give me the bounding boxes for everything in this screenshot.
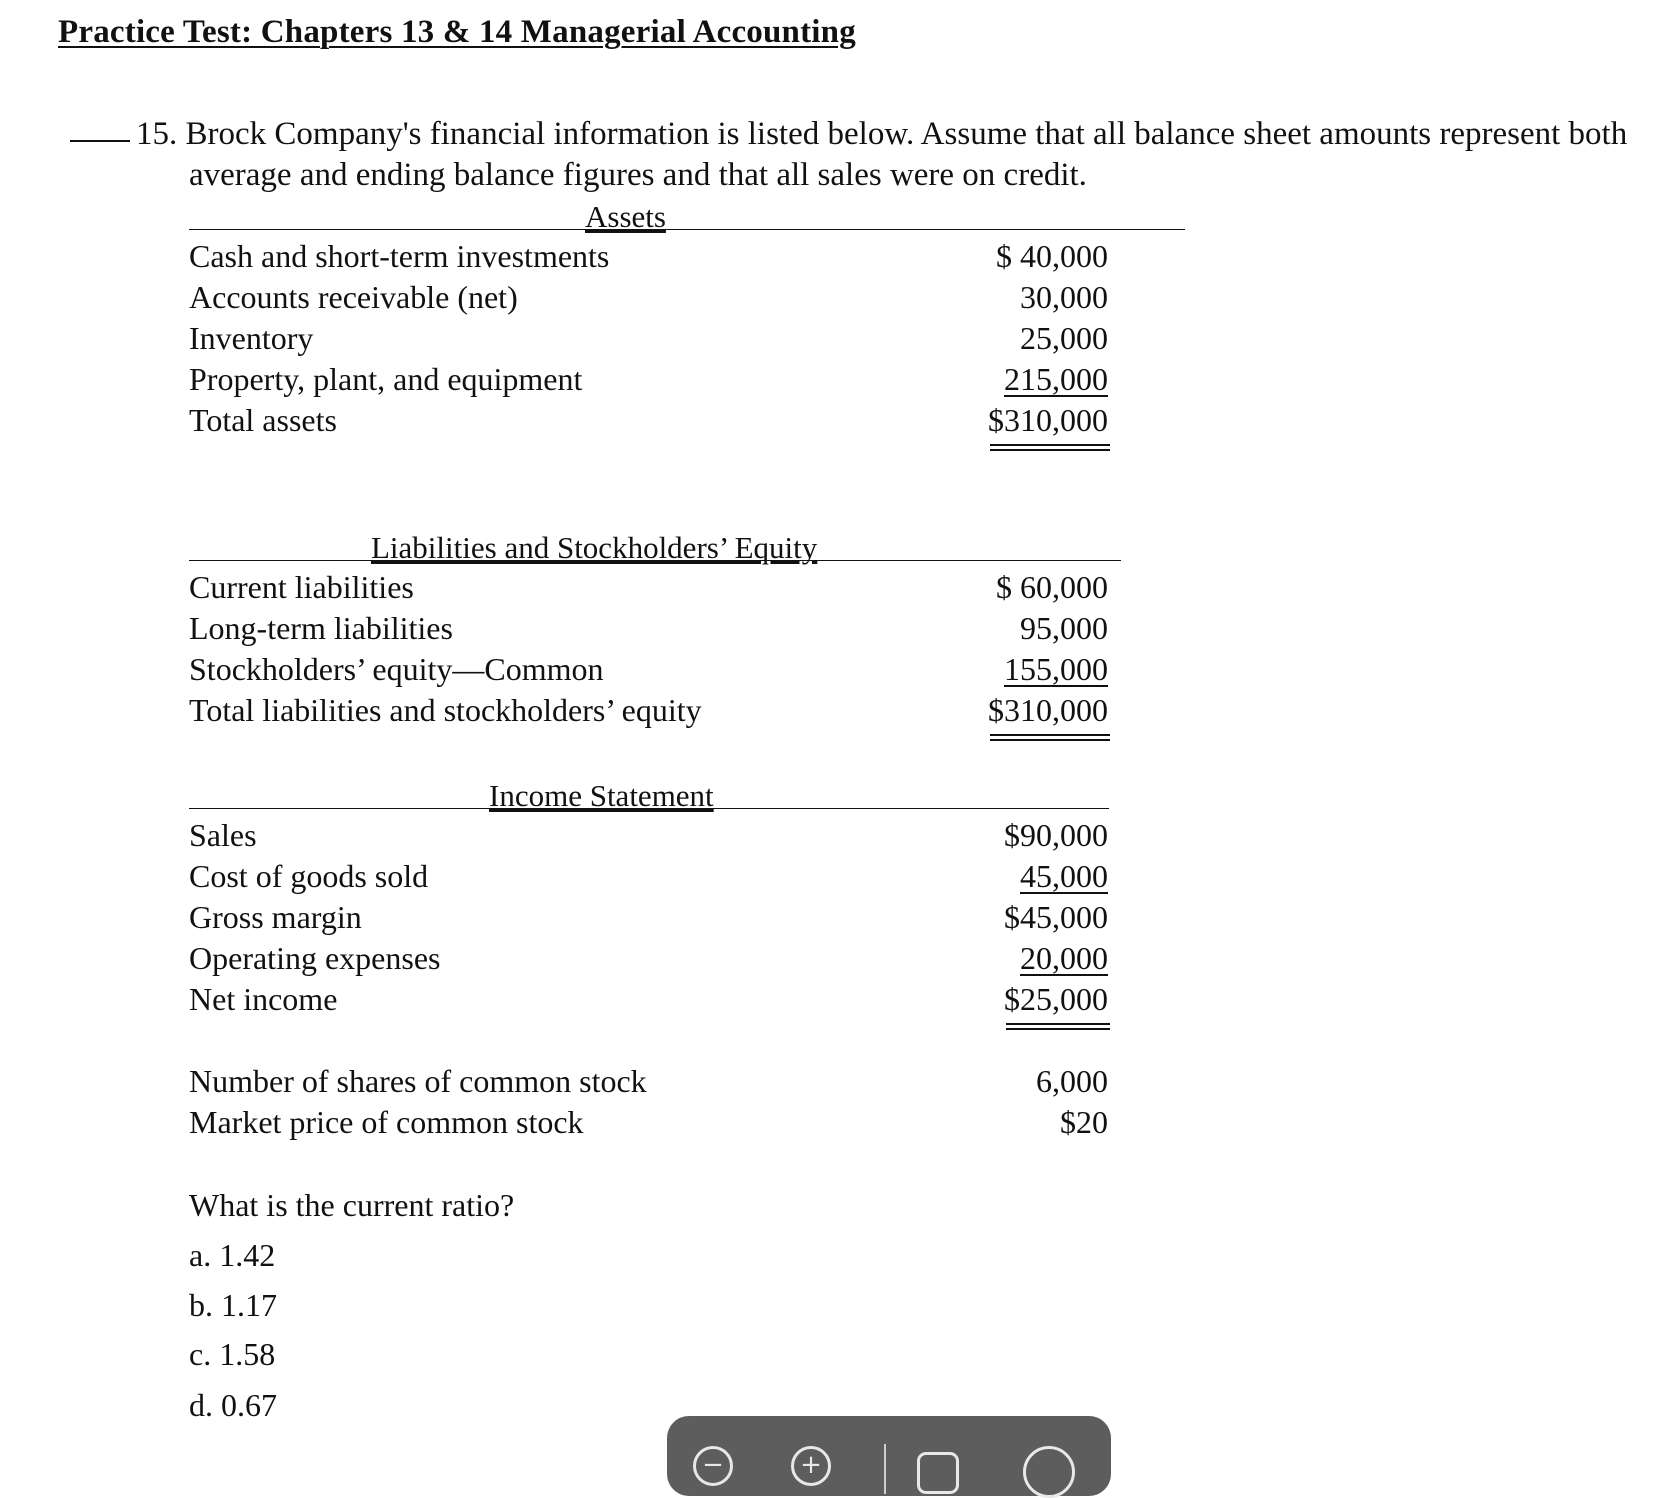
question-prompt: What is the current ratio? bbox=[189, 1187, 515, 1223]
liabilities-double-rule bbox=[990, 734, 1110, 741]
liabilities-row-label: Stockholders’ equity—Common bbox=[189, 651, 604, 687]
toolbar-divider bbox=[884, 1444, 886, 1494]
liabilities-total-label: Total liabilities and stockholders’ equity bbox=[189, 692, 702, 728]
liabilities-heading: Liabilities and Stockholders’ Equity bbox=[371, 530, 818, 565]
question-line-1: Brock Company's financial information is listed below. Assume that all balance sheet amounts represent both bbox=[185, 116, 1628, 152]
zoom-out-icon[interactable]: − bbox=[693, 1446, 733, 1486]
income-row-amount: $45,000 bbox=[1004, 899, 1108, 935]
liabilities-row-label: Long-term liabilities bbox=[189, 610, 453, 646]
option-c[interactable]: c. 1.58 bbox=[189, 1336, 276, 1372]
assets-row-label: Property, plant, and equipment bbox=[189, 361, 583, 397]
liabilities-total-amount: $310,000 bbox=[988, 692, 1108, 728]
question-number: 15. bbox=[136, 116, 178, 152]
markup-icon[interactable] bbox=[917, 1452, 959, 1494]
question-line-2: average and ending balance figures and that all sales were on credit. bbox=[189, 157, 1087, 193]
zoom-in-icon[interactable]: + bbox=[791, 1446, 831, 1486]
income-row-label: Gross margin bbox=[189, 899, 362, 935]
stock-row-amount: $20 bbox=[1060, 1104, 1108, 1140]
income-row-label: Sales bbox=[189, 817, 257, 853]
assets-row-amount: 215,000 bbox=[1004, 361, 1108, 397]
question-text bbox=[136, 114, 1627, 196]
answer-blank[interactable] bbox=[70, 140, 130, 142]
liabilities-row-label: Current liabilities bbox=[189, 569, 414, 605]
income-total-label: Net income bbox=[189, 981, 338, 1017]
assets-row-amount: $ 40,000 bbox=[996, 238, 1108, 274]
viewer-toolbar bbox=[667, 1416, 1111, 1496]
stock-row-label: Market price of common stock bbox=[189, 1104, 584, 1140]
download-icon[interactable] bbox=[1023, 1446, 1075, 1498]
income-total-amount: $25,000 bbox=[1004, 981, 1108, 1017]
page-title: Practice Test: Chapters 13 & 14 Managerial Accounting bbox=[58, 14, 856, 50]
income-double-rule bbox=[1006, 1023, 1110, 1030]
liabilities-row-amount: $ 60,000 bbox=[996, 569, 1108, 605]
income-row-amount: $90,000 bbox=[1004, 817, 1108, 853]
liabilities-row-amount: 155,000 bbox=[1004, 651, 1108, 687]
assets-row-amount: 25,000 bbox=[1020, 320, 1108, 356]
income-row-amount: 45,000 bbox=[1020, 858, 1108, 894]
assets-total-label: Total assets bbox=[189, 402, 337, 438]
income-rule bbox=[189, 808, 1109, 809]
option-d[interactable]: d. 0.67 bbox=[189, 1387, 277, 1423]
assets-row-label: Accounts receivable (net) bbox=[189, 279, 518, 315]
assets-double-rule bbox=[990, 444, 1110, 451]
option-b[interactable]: b. 1.17 bbox=[189, 1287, 277, 1323]
income-row-amount: 20,000 bbox=[1020, 940, 1108, 976]
assets-row-amount: 30,000 bbox=[1020, 279, 1108, 315]
liabilities-rule bbox=[189, 560, 1121, 561]
assets-heading: Assets bbox=[585, 199, 666, 234]
option-a[interactable]: a. 1.42 bbox=[189, 1237, 276, 1273]
stock-row-label: Number of shares of common stock bbox=[189, 1063, 647, 1099]
liabilities-row-amount: 95,000 bbox=[1020, 610, 1108, 646]
assets-row-label: Cash and short-term investments bbox=[189, 238, 610, 274]
assets-rule bbox=[189, 229, 1185, 230]
income-row-label: Operating expenses bbox=[189, 940, 441, 976]
income-row-label: Cost of goods sold bbox=[189, 858, 429, 894]
income-heading: Income Statement bbox=[489, 778, 714, 813]
assets-row-label: Inventory bbox=[189, 320, 314, 356]
stock-row-amount: 6,000 bbox=[1036, 1063, 1108, 1099]
assets-total-amount: $310,000 bbox=[988, 402, 1108, 438]
